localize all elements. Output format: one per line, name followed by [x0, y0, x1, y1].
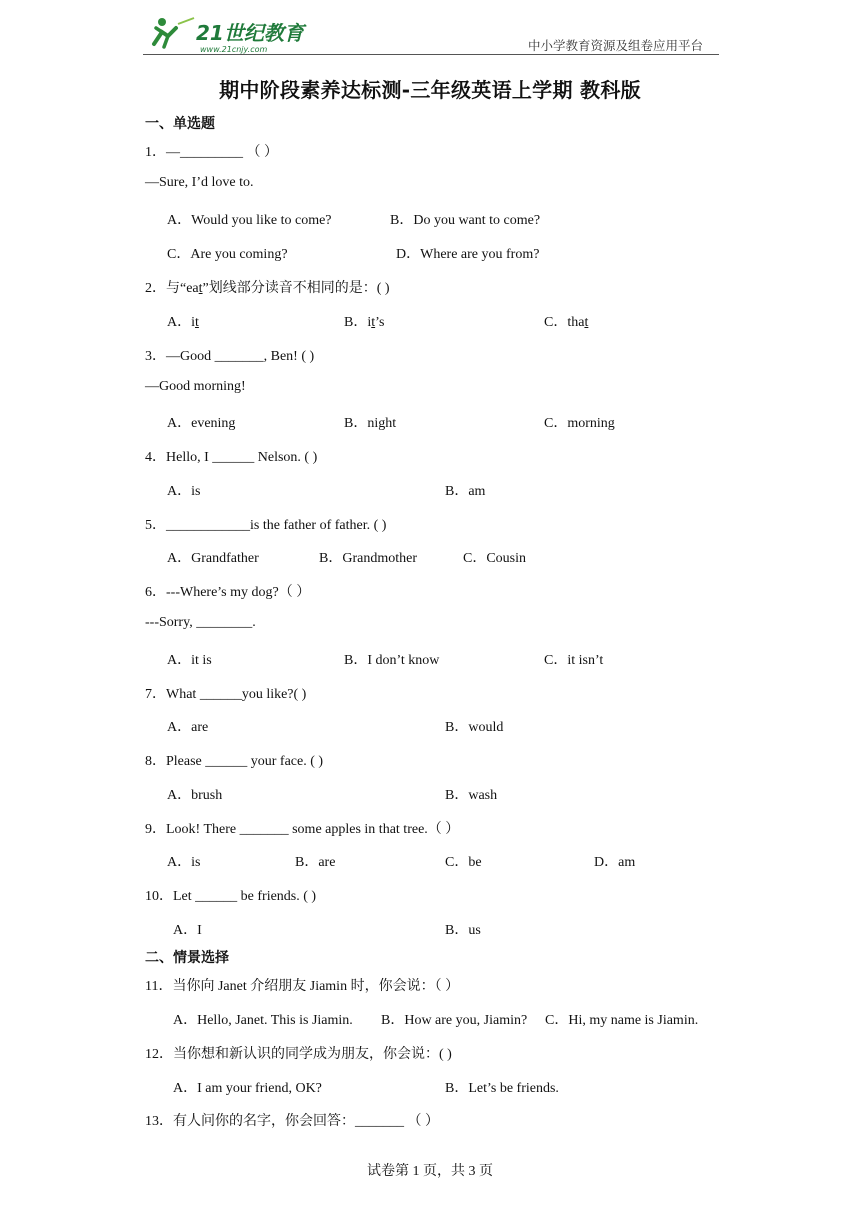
question-stem: 12．当你想和新认识的同学成为朋友，你会说：( ): [145, 1047, 452, 1062]
question-stem: 1．—_________ （ ）: [145, 145, 278, 160]
question-stem: 5．____________is the father of father. ( ): [145, 518, 387, 533]
question-stem: 8．Please ______ your face. ( ): [145, 754, 324, 769]
question-dialogue: ---Sorry, ________.: [145, 615, 256, 630]
option[interactable]: A．it is: [167, 653, 212, 668]
runner-logo-icon: [154, 18, 194, 47]
option[interactable]: D．Where are you from?: [396, 247, 540, 262]
option[interactable]: B．Do you want to come?: [390, 213, 541, 228]
option[interactable]: C．Hi, my name is Jiamin.: [545, 1013, 699, 1028]
option[interactable]: B．Grandmother: [319, 551, 417, 566]
option[interactable]: C．Cousin: [463, 551, 527, 566]
option[interactable]: B．How are you, Jiamin?: [381, 1013, 528, 1028]
section-heading: 一、单选题: [145, 116, 215, 132]
option[interactable]: A．brush: [167, 788, 223, 803]
option[interactable]: C．Are you coming?: [167, 247, 288, 262]
option[interactable]: D．am: [594, 855, 636, 870]
option[interactable]: A．is: [167, 484, 201, 499]
section-heading: 二、情景选择: [145, 950, 229, 966]
question-stem: 4．Hello, I ______ Nelson. ( ): [145, 450, 318, 465]
option[interactable]: A．is: [167, 855, 201, 870]
question-stem: 13．有人问你的名字，你会回答：_______ （ ）: [145, 1114, 439, 1129]
option[interactable]: A．I am your friend, OK?: [173, 1081, 322, 1096]
logo-subtext: www.21cnjy.com: [200, 45, 268, 54]
option[interactable]: C．be: [445, 855, 482, 870]
platform-name: 中小学教育资源及组卷应用平台: [528, 38, 704, 53]
question-stem: 6．---Where’s my dog?（ ）: [145, 585, 311, 600]
option[interactable]: B．us: [445, 923, 481, 938]
option[interactable]: C．that: [544, 315, 589, 330]
option[interactable]: B．Let’s be friends.: [445, 1081, 559, 1096]
option[interactable]: C．morning: [544, 416, 615, 431]
option[interactable]: A．are: [167, 720, 209, 735]
question-stem: 9．Look! There _______ some apples in that tree.（ ）: [145, 822, 460, 837]
question-dialogue: —Sure, I’d love to.: [145, 175, 254, 190]
logo-text: 21世纪教育: [196, 21, 304, 45]
option[interactable]: B．are: [295, 855, 336, 870]
option[interactable]: B．am: [445, 484, 486, 499]
option[interactable]: A．Grandfather: [167, 551, 259, 566]
question-stem: 2．与“eat”划线部分读音不相同的是：( ): [145, 281, 390, 296]
page-title: 期中阶段素养达标测-三年级英语上学期 教科版: [219, 78, 641, 102]
option[interactable]: B．it’s: [344, 315, 385, 330]
option[interactable]: A．Hello, Janet. This is Jiamin.: [173, 1013, 353, 1028]
site-logo: [148, 14, 318, 54]
question-stem: 10．Let ______ be friends. ( ): [145, 889, 317, 904]
question-stem: 11．当你向 Janet 介绍朋友 Jiamin 时，你会说：（ ）: [145, 979, 460, 994]
question-stem: 7．What ______you like?( ): [145, 687, 307, 702]
option[interactable]: B．wash: [445, 788, 498, 803]
option[interactable]: B．night: [344, 416, 397, 431]
option[interactable]: A．I: [173, 923, 202, 938]
page-footer: 试卷第 1 页，共 3 页: [367, 1164, 493, 1179]
option[interactable]: C．it isn’t: [544, 653, 604, 668]
header-divider: [143, 54, 719, 55]
option[interactable]: A．Would you like to come?: [167, 213, 332, 228]
option[interactable]: B．I don’t know: [344, 653, 440, 668]
option[interactable]: A．it: [167, 315, 199, 330]
option[interactable]: B．would: [445, 720, 504, 735]
question-dialogue: —Good morning!: [145, 379, 246, 394]
option[interactable]: A．evening: [167, 416, 236, 431]
question-stem: 3．—Good _______, Ben! ( ): [145, 349, 315, 364]
